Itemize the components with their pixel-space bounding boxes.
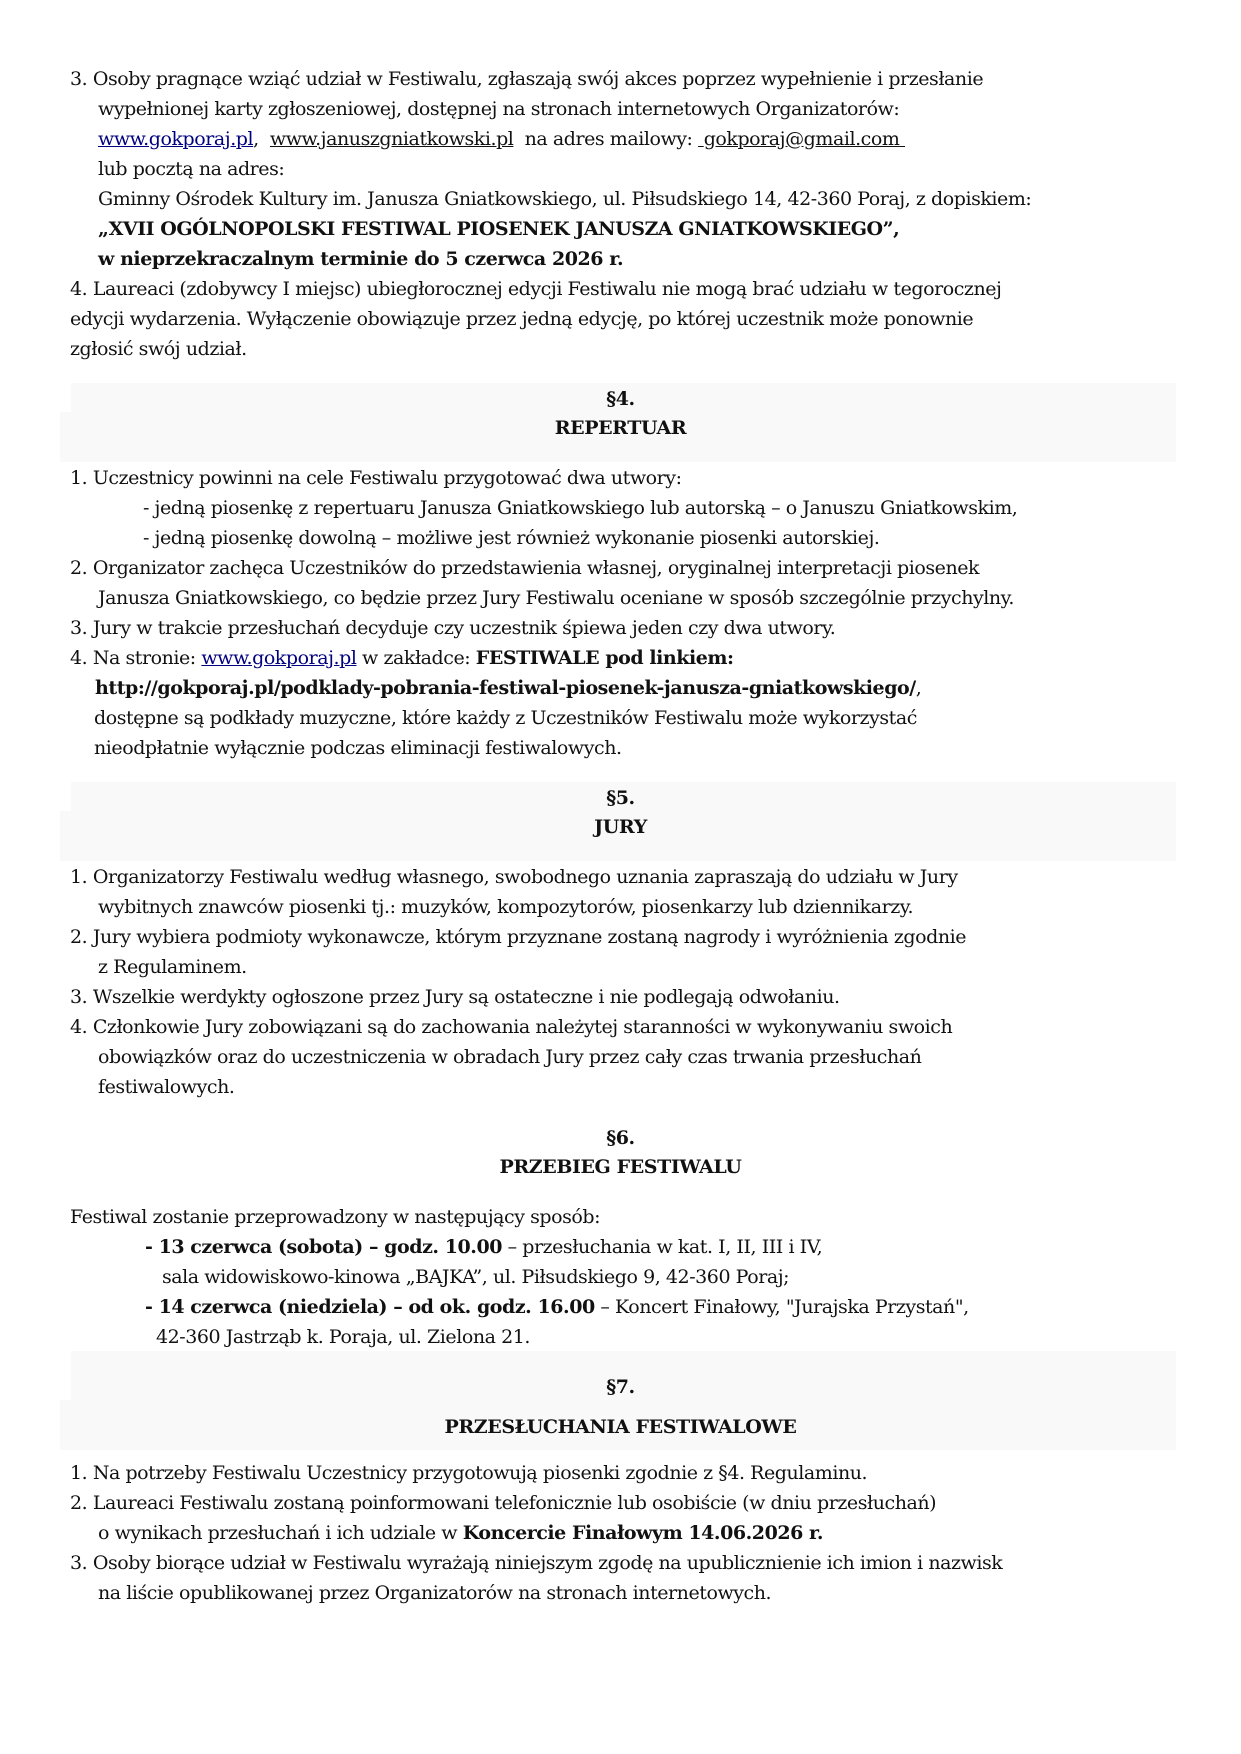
sec3-item4-line1: 4. Laureaci (zdobywcy I miejsc) ubiegłorocznej edycji Festiwalu nie mogą brać udziału w tegorocznej [70, 278, 1002, 300]
sec6-event1-line2: sala widowiskowo-kinowa „BAJKA”, ul. Piłsudskiego 9, 42-360 Poraj; [162, 1266, 790, 1288]
sec4-item2-line1: 2. Organizator zachęca Uczestników do przedstawienia własnej, oryginalnej interpretacji piosenek [70, 557, 980, 579]
sec7-item1: 1. Na potrzeby Festiwalu Uczestnicy przygotowują piosenki zgodnie z §4. Regulaminu. [70, 1462, 868, 1484]
sec3-item3-line2: wypełnionej karty zgłoszeniowej, dostępnej na stronach internetowych Organizatorów: [98, 98, 900, 120]
gokporaj-link-2[interactable]: www.gokporaj.pl [201, 647, 357, 669]
item2-pre: o wynikach przesłuchań i ich udziale w [98, 1522, 463, 1544]
sec5-title: JURY [594, 816, 647, 838]
festiwale-tab-label: FESTIWALE pod linkiem: [475, 647, 734, 669]
sec3-item3-line1: 3. Osoby pragnące wziąć udział w Festiwalu, zgłaszają swój akces poprzez wypełnienie i przesłanie [70, 68, 984, 90]
sec4-item4-line2 [95, 673, 921, 703]
sec5-item1-line1: 1. Organizatorzy Festiwalu według własnego, swobodnego uznania zapraszają do udziału w Jury [70, 866, 958, 888]
item4-prefix: 4. Na stronie: [70, 647, 202, 669]
sec6-event1-line1 [145, 1232, 822, 1262]
comma: , [915, 677, 922, 699]
sec5-item3: 3. Wszelkie werdykty ogłoszone przez Jury są ostateczne i nie podlegają odwołaniu. [70, 986, 840, 1008]
deadline: w nieprzekraczalnym terminie do 5 czerwca 2026 r. [98, 248, 624, 270]
sec4-item3: 3. Jury w trakcie przesłuchań decyduje czy uczestnik śpiewa jeden czy dwa utwory. [70, 617, 836, 639]
final-concert-date: Koncercie Finałowym 14.06.2026 r. [462, 1522, 824, 1544]
sec5-item2-line1: 2. Jury wybiera podmioty wykonawcze, którym przyznane zostaną nagrody i wyróżnienia zgodnie [70, 926, 967, 948]
sec3-item3-line5: Gminny Ośrodek Kultury im. Janusza Gniatkowskiego, ul. Piłsudskiego 14, 42-360 Poraj, z dopiskiem: [98, 188, 1032, 210]
sec4-item1: 1. Uczestnicy powinni na cele Festiwalu przygotować dwa utwory: [70, 467, 682, 489]
sec3-item4-line3: zgłosić swój udział. [70, 338, 247, 360]
sec4-title: REPERTUAR [554, 417, 687, 439]
podklady-url-link[interactable]: http://gokporaj.pl/podklady-pobrania-festiwal-piosenek-janusza-gniatkowskiego/ [95, 677, 916, 699]
sec4-item2-line2: Janusza Gniatkowskiego, co będzie przez Jury Festiwalu oceniane w sposób szczególnie przychylny. [98, 587, 1015, 609]
sec7-item2-line2 [98, 1518, 823, 1548]
sec4-number: §4. [606, 388, 635, 410]
sec5-item2-line2: z Regulaminem. [98, 956, 247, 978]
sec4-item4-line3: dostępne są podkłady muzyczne, które każdy z Uczestników Festiwalu może wykorzystać [94, 707, 917, 729]
email-link[interactable] [698, 128, 905, 150]
sec3-item3-line3 [98, 124, 905, 154]
sec4-bullet2: - jedną piosenkę dowolną – możliwe jest również wykonanie piosenki autorskiej. [143, 527, 880, 549]
item4-mid: w zakładce: [356, 647, 476, 669]
event1-date: - 13 czerwca (sobota) – godz. 10.00 [145, 1236, 502, 1258]
sec6-title: PRZEBIEG FESTIWALU [499, 1156, 742, 1178]
sec3-item4-line2: edycji wydarzenia. Wyłączenie obowiązuje przez jedną edycję, po której uczestnik może ponownie [70, 308, 974, 330]
sec7-item2-line1: 2. Laureaci Festiwalu zostaną poinformowani telefonicznie lub osobiście (w dniu przesłuchań) [70, 1492, 937, 1514]
sec7-item3-line1: 3. Osoby biorące udział w Festiwalu wyrażają niniejszym zgodę na upublicznienie ich imion i nazwisk [70, 1552, 1003, 1574]
sec7-item3-line2: na liście opublikowanej przez Organizatorów na stronach internetowych. [98, 1582, 772, 1604]
festival-name: „XVII OGÓLNOPOLSKI FESTIWAL PIOSENEK JANUSZA GNIATKOWSKIEGO”, [98, 218, 900, 240]
sec4-bullet1: - jedną piosenkę z repertuaru Janusza Gniatkowskiego lub autorską – o Januszu Gniatkowskim, [143, 497, 1018, 519]
sec5-item1-line2: wybitnych znawców piosenki tj.: muzyków, kompozytorów, piosenkarzy lub dziennikarzy. [98, 896, 914, 918]
sec5-item4-line1: 4. Członkowie Jury zobowiązani są do zachowania należytej staranności w wykonywaniu swoich [70, 1016, 953, 1038]
sec5-item4-line2: obowiązków oraz do uczestniczenia w obradach Jury przez cały czas trwania przesłuchań [98, 1046, 922, 1068]
email-text: gokporaj@gmail.com [703, 128, 900, 150]
sec6-event2-line2: 42-360 Jastrząb k. Poraja, ul. Zielona 21. [156, 1326, 530, 1348]
mail-label: na adres mailowy: [524, 128, 693, 150]
sec6-intro: Festiwal zostanie przeprowadzony w następujący sposób: [70, 1206, 601, 1228]
sec7-title: PRZESŁUCHANIA FESTIWALOWE [444, 1416, 797, 1438]
sec4-item4-line4: nieodpłatnie wyłącznie podczas eliminacji festiwalowych. [94, 737, 622, 759]
sec6-number: §6. [606, 1127, 635, 1149]
event2-date: - 14 czerwca (niedziela) – od ok. godz. 16.00 [145, 1296, 595, 1318]
sec4-item4-line1 [70, 643, 734, 673]
sec7-number: §7. [606, 1376, 635, 1398]
comma: , [253, 128, 259, 150]
sec5-number: §5. [606, 787, 635, 809]
gokporaj-link[interactable]: www.gokporaj.pl [98, 128, 254, 150]
sec3-item3-line4: lub pocztą na adres: [98, 158, 285, 180]
event2-desc: – Koncert Finałowy, "Jurajska Przystań", [594, 1296, 969, 1318]
sec5-item4-line3: festiwalowych. [98, 1076, 235, 1098]
sec6-event2-line1 [145, 1292, 969, 1322]
event1-desc: – przesłuchania w kat. I, II, III i IV, [502, 1236, 823, 1258]
januszgniatkowski-link[interactable]: www.januszgniatkowski.pl [269, 128, 514, 150]
